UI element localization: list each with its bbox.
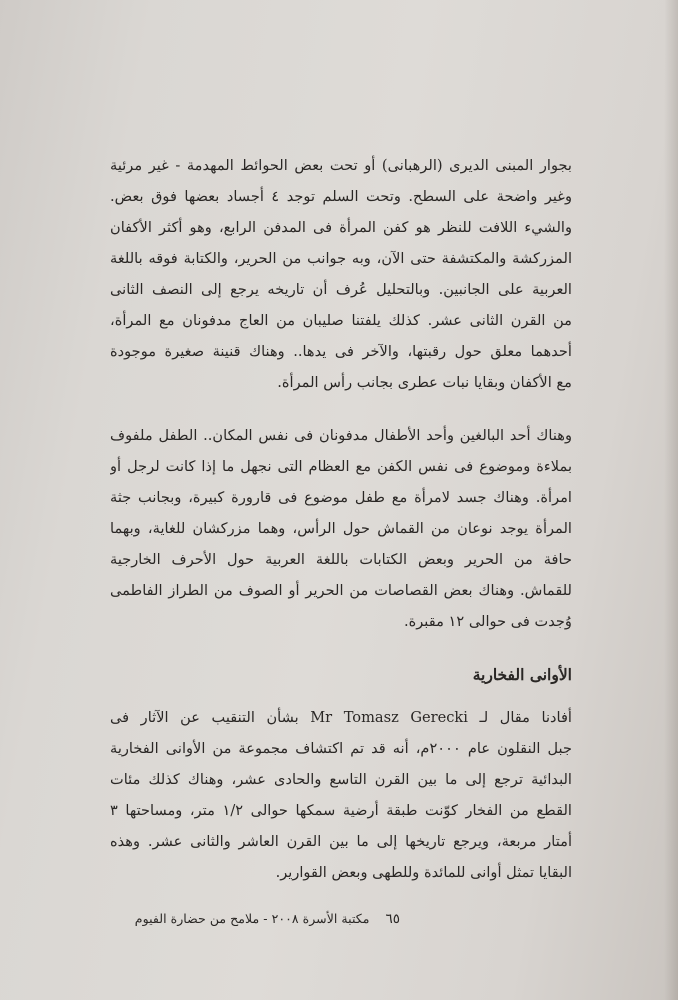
- text-line: العربية على الجانبين. وبالتحليل عُرف أن تاريخه يرجع إلى النصف الثانى: [110, 281, 572, 298]
- text-line: أمتار مربعة، ويرجع تاريخها إلى ما بين القرن العاشر والثانى عشر. وهذه: [110, 833, 572, 850]
- paragraph-pottery: [110, 702, 572, 888]
- text-line: بجوار المبنى الديرى (الرهبانى) أو تحت بعض الحوائط المهدمة - غير مرئية: [110, 157, 572, 174]
- text-line: المزركشة والمكتشفة حتى الآن، وبه جوانب من الحرير، والكتابة فوقه باللغة: [110, 250, 572, 267]
- text-line: البدائية ترجع إلى ما بين القرن التاسع والحادى عشر، وهناك كذلك مئات: [110, 771, 572, 788]
- page-number: ٦٥: [385, 911, 400, 927]
- text-line: القطع من الفخار كوّنت طبقة أرضية سمكها حوالى ١/٢ متر، ومساحتها ٣: [110, 802, 572, 819]
- text-line: وُجدت فى حوالى ١٢ مقبرة.: [403, 613, 572, 630]
- text-line: للقماش. وهناك بعض القصاصات من الحرير أو الصوف من الطراز الفاطمى: [110, 582, 572, 599]
- text-line: وغير واضحة على السطح. وتحت السلم توجد ٤ أجساد بعضها فوق بعض.: [110, 188, 572, 205]
- text-line: بملاءة وموضوع فى نفس الكفن مع العظام التى نجهل ما إذا كانت لرجل أو: [110, 458, 572, 475]
- text-line: مع الأكفان وبقايا نبات عطرى بجانب رأس المرأة.: [277, 374, 572, 391]
- text-line: أحدهما معلق حول رقبتها، والآخر فى يدها.. وهناك قنينة صغيرة موجودة: [110, 343, 572, 360]
- paragraph-burial-details: [110, 150, 572, 398]
- text-line: البقايا تمثل أوانى للمائدة وللطهى وبعض القوارير.: [275, 864, 572, 881]
- text-line: حافة من الحرير وبعض الكتابات باللغة العربية حول الأحرف الخارجية: [110, 551, 572, 568]
- running-title: مكتبة الأسرة ٢٠٠٨ - ملامح من حضارة الفيوم: [134, 911, 370, 926]
- section-heading: الأوانى الفخارية: [472, 665, 572, 684]
- page-body: [110, 150, 572, 910]
- text-line: جبل النقلون عام ٢٠٠٠م، أنه قد تم اكتشاف مجموعة من الأوانى الفخارية: [110, 740, 572, 757]
- page-footer: [130, 908, 400, 930]
- text-line: وهناك أحد البالغين وأحد الأطفال مدفونان فى نفس المكان.. الطفل ملفوف: [110, 427, 572, 444]
- text-line: امرأة. وهناك جسد لامرأة مع طفل موضوع فى قارورة كبيرة، وبجانب جثة: [110, 489, 572, 506]
- paragraph-adult-child-burial: [110, 420, 572, 637]
- text-line: أفادنا مقال لـ Mr Tomasz Gerecki بشأن التنقيب عن الآثار فى: [110, 709, 572, 726]
- text-line: المرأة يوجد نوعان من القماش حول الرأس، وهما مزركشان للغاية، وبهما: [110, 520, 572, 537]
- text-line: والشيء اللافت للنظر هو كفن المرأة فى المدفن الرابع، وهو أكثر الأكفان: [110, 219, 572, 236]
- page-edge-shadow: [664, 0, 678, 1000]
- text-line: من القرن الثانى عشر. كذلك يلفتنا صليبان من العاج مدفونان مع المرأة،: [110, 312, 572, 329]
